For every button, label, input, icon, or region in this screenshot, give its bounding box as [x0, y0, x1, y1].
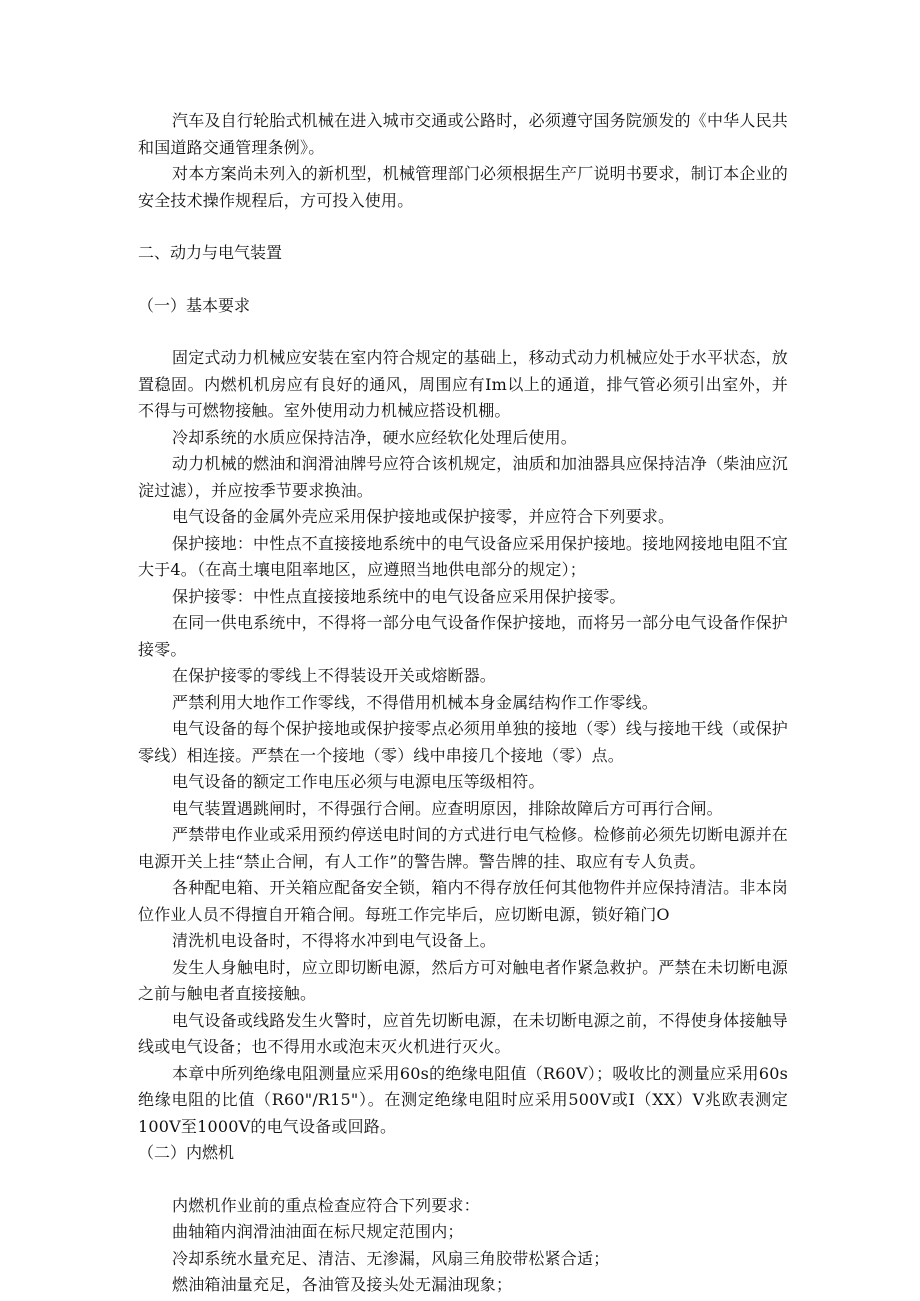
document-page [138, 108, 788, 1299]
sub1-paragraph-18: 本章中所列绝缘电阻测量应采用60s的绝缘电阻值（R60V）；吸收比的测量应采用60s绝缘电阻的比值（R60"/R15"）。在测定绝缘电阻时应采用500V或I（XX）V兆欧表测定100V至1000V的电气设备或回路。 [138, 1063, 788, 1136]
sub1-paragraph-15: 清洗机电设备时，不得将水冲到电气设备上。 [172, 931, 497, 950]
sub1-paragraph-17: 电气设备或线路发生火警时，应首先切断电源，在未切断电源之前，不得使身体接触导线或电气设备；也不得用水或泡末灭火机进行灭火。 [138, 1010, 788, 1056]
sub1-paragraph-12: 电气装置遇跳闸时，不得强行合闸。应查明原因，排除故障后方可再行合闸。 [172, 798, 723, 818]
intro-paragraph-1: 汽车及自行轮胎式机械在进入城市交通或公路时，必须遵守国务院颁发的《中华人民共和国道路交通管理条例》。 [138, 111, 788, 157]
sub1-paragraph-4: 电气设备的金属外壳应采用保护接地或保护接零，并应符合下列要求。 [172, 507, 675, 526]
sub2-paragraph-1: 内燃机作业前的重点检查应符合下列要求： [172, 1195, 480, 1215]
sub1-paragraph-8: 在保护接零的零线上不得装设开关或熔断器。 [172, 666, 497, 685]
sub1-paragraph-3: 动力机械的燃油和润滑油牌号应符合该机规定，油质和加油器具应保持洁净（柴油应沉淀过滤），并应按季节要求换油。 [138, 454, 788, 500]
sub1-paragraph-2: 冷却系统的水质应保持洁净，硬水应经软化处理后使用。 [172, 427, 578, 447]
sub1-paragraph-7: 在同一供电系统中，不得将一部分电气设备作保护接地，而将另一部分电气设备作保护接零。 [138, 613, 788, 659]
intro-paragraph-2: 对本方案尚未列入的新机型，机械管理部门必须根据生产厂说明书要求，制订本企业的安全技术操作规程后，方可投入使用。 [138, 164, 788, 210]
sub2-paragraph-2: 曲轴箱内润滑油油面在标尺规定范围内； [172, 1222, 464, 1241]
sub1-paragraph-11: 电气设备的额定工作电压必须与电源电压等级相符。 [172, 772, 545, 791]
subsection-2-title: （二）内燃机 [138, 1143, 235, 1162]
subsection-1-title: （一）基本要求 [138, 295, 251, 315]
sub1-paragraph-9: 严禁利用大地作工作零线，不得借用机械本身金属结构作工作零线。 [172, 692, 659, 712]
section-2-title: 二、动力与电气装置 [138, 243, 283, 262]
sub1-paragraph-10: 电气设备的每个保护接地或保护接零点必须用单独的接地（零）线与接地干线（或保护零线）相连接。严禁在一个接地（零）线中串接几个接地（零）点。 [138, 719, 788, 765]
sub1-paragraph-6: 保护接零：中性点直接接地系统中的电气设备应采用保护接零。 [172, 586, 626, 606]
sub2-paragraph-3: 冷却系统水量充足、清洁、无渗漏，风扇三角胶带松紧合适； [172, 1248, 610, 1268]
sub1-paragraph-16: 发生人身触电时，应立即切断电源，然后方可对触电者作紧急救护。严禁在未切断电源之前与触电者直接接触。 [138, 957, 788, 1003]
sub1-paragraph-14: 各种配电箱、开关箱应配备安全锁，箱内不得存放任何其他物件并应保持清洁。非本岗位作业人员不得擅自开箱合闸。每班工作完毕后，应切断电源，锁好箱门O [138, 878, 788, 924]
sub1-paragraph-1: 固定式动力机械应安装在室内符合规定的基础上，移动式动力机械应处于水平状态，放置稳固。内燃机机房应有良好的通风，周围应有Im以上的通道，排气管必须引出室外，并不得与可燃物接触。室外使用动力机械应搭设机棚。 [138, 348, 788, 420]
sub1-paragraph-5: 保护接地：中性点不直接接地系统中的电气设备应采用保护接地。接地网接地电阻不宜大于4。（在高土壤电阻率地区，应遵照当地供电部分的规定）； [138, 533, 788, 579]
sub2-paragraph-4: 燃油箱油量充足，各油管及接头处无漏油现象； [172, 1275, 513, 1294]
sub1-paragraph-13: 严禁带电作业或采用预约停送电时间的方式进行电气检修。检修前必须先切断电源并在电源开关上挂“禁止合闸，有人工作”的警告牌。警告牌的挂、取应有专人负责。 [138, 825, 788, 871]
